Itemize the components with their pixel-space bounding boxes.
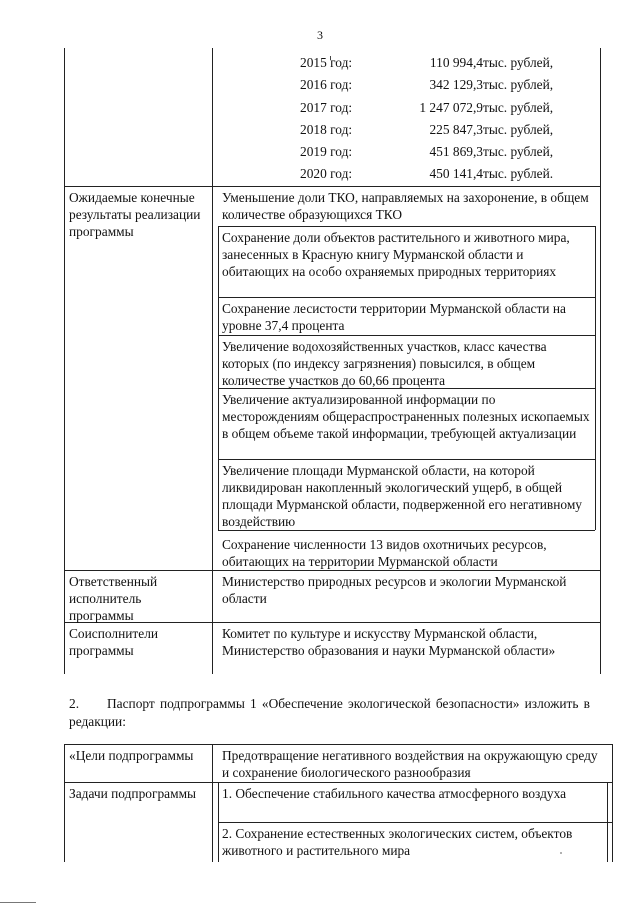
result-item: Увеличение водохозяйственных участков, класс качества которых (по индексу загрязнения) повысился, в общем количестве участков до 60,66 процента — [222, 339, 547, 388]
financing-unit: тыс. рублей, — [483, 77, 554, 92]
paragraph-number: 2. — [69, 696, 80, 711]
goals-label: «Цели подпрограммы — [69, 748, 194, 763]
financing-amount: 110 994,4 — [429, 55, 483, 70]
cell-divider — [218, 530, 595, 531]
result-item: Сохранение доли объектов растительного и животного мира, занесенных в Красную книгу Мурманской области и обитающих на особо охраняемых природных территориях — [222, 230, 570, 279]
coexecutors-value: Комитет по культуре и искусству Мурманской области, Министерство образования и науки Мурманской области» — [222, 626, 556, 658]
financing-year: 2015 год: — [300, 55, 353, 70]
financing-year: 2020 год: — [300, 166, 353, 181]
financing-unit: тыс. рублей, — [483, 122, 554, 137]
tasks-label: Задачи подпрограммы — [69, 786, 197, 801]
paragraph-text: Паспорт подпрограммы 1 «Обеспечение экологической безопасности» изложить в редакции: — [69, 696, 590, 729]
financing-amount: 450 141,4 — [429, 166, 483, 181]
goals-value: Предотвращение негативного воздействия на окружающую среду и сохранение биологического разнообразия — [222, 748, 598, 780]
cell-inner-right — [595, 226, 596, 530]
financing-year: 2019 год: — [300, 144, 353, 159]
paragraph-2 — [69, 695, 590, 731]
cell-divider — [218, 459, 595, 460]
task-item: 1. Обеспечение стабильного качества атмосферного воздуха — [222, 786, 567, 801]
result-item: Уменьшение доли ТКО, направляемых на захоронение, в общем количестве образующихся ТКО — [222, 190, 589, 222]
table-border-right — [612, 744, 613, 862]
page-number: 3 — [317, 28, 323, 42]
result-item: Увеличение актуализированной информации по месторождениям общераспространенных полезных ископаемых в общем объеме такой информации, требующей актуализации — [222, 392, 590, 441]
financing-row — [300, 97, 600, 119]
financing-unit: тыс. рублей, — [483, 144, 554, 159]
table-border-right — [600, 48, 601, 674]
financing-amount: 342 129,3 — [429, 77, 483, 92]
cell-divider — [218, 335, 595, 336]
cell-inner-left — [218, 782, 219, 862]
financing-row — [300, 74, 600, 96]
row-divider — [64, 782, 612, 783]
financing-row — [300, 141, 600, 163]
cell-inner-left — [218, 226, 219, 530]
financing-year: 2017 год: — [300, 100, 353, 115]
financing-year: 2018 год: — [300, 122, 353, 137]
coexecutors-label: Соисполнители программы — [69, 626, 159, 658]
cell-divider — [218, 822, 612, 823]
financing-year: 2016 год: — [300, 77, 353, 92]
table-column-divider — [212, 48, 213, 674]
financing-row — [300, 52, 600, 74]
results-label: Ожидаемые конечные результаты реализации программы — [69, 190, 201, 239]
responsible-label: Ответственный исполнитель программы — [69, 574, 158, 623]
footnote-line — [0, 902, 36, 903]
result-item: Сохранение численности 13 видов охотничьих ресурсов, обитающих на территории Мурманской области — [222, 537, 547, 569]
financing-row — [300, 119, 600, 141]
table-column-divider — [212, 744, 213, 862]
financing-row — [300, 163, 600, 185]
result-item: Сохранение лесистости территории Мурманской области на уровне 37,4 процента — [222, 301, 566, 333]
financing-unit: тыс. рублей, — [483, 55, 554, 70]
financing-amount: 451 869,3 — [429, 144, 483, 159]
financing-unit: тыс. рублей, — [483, 100, 554, 115]
scan-speck — [560, 852, 562, 854]
row-divider — [64, 186, 601, 187]
task-item: 2. Сохранение естественных экологических систем, объектов животного и растительного мира — [222, 826, 573, 858]
table-border-left — [64, 48, 65, 674]
row-divider — [64, 570, 601, 571]
financing-amount: 1 247 072,9 — [419, 100, 483, 115]
table-border-top — [64, 744, 612, 745]
financing-amount: 225 847,3 — [429, 122, 483, 137]
responsible-value: Министерство природных ресурсов и экологии Мурманской области — [222, 574, 567, 606]
cell-inner-right — [607, 782, 608, 862]
financing-unit: тыс. рублей. — [483, 166, 554, 181]
result-item: Увеличение площади Мурманской области, на которой ликвидирован накопленный экологический ущерб, в общей площади Мурманской области, подверженной его негативному воздействию — [222, 463, 583, 529]
cell-divider — [218, 297, 595, 298]
cell-divider — [218, 226, 595, 227]
table-border-left — [64, 744, 65, 862]
